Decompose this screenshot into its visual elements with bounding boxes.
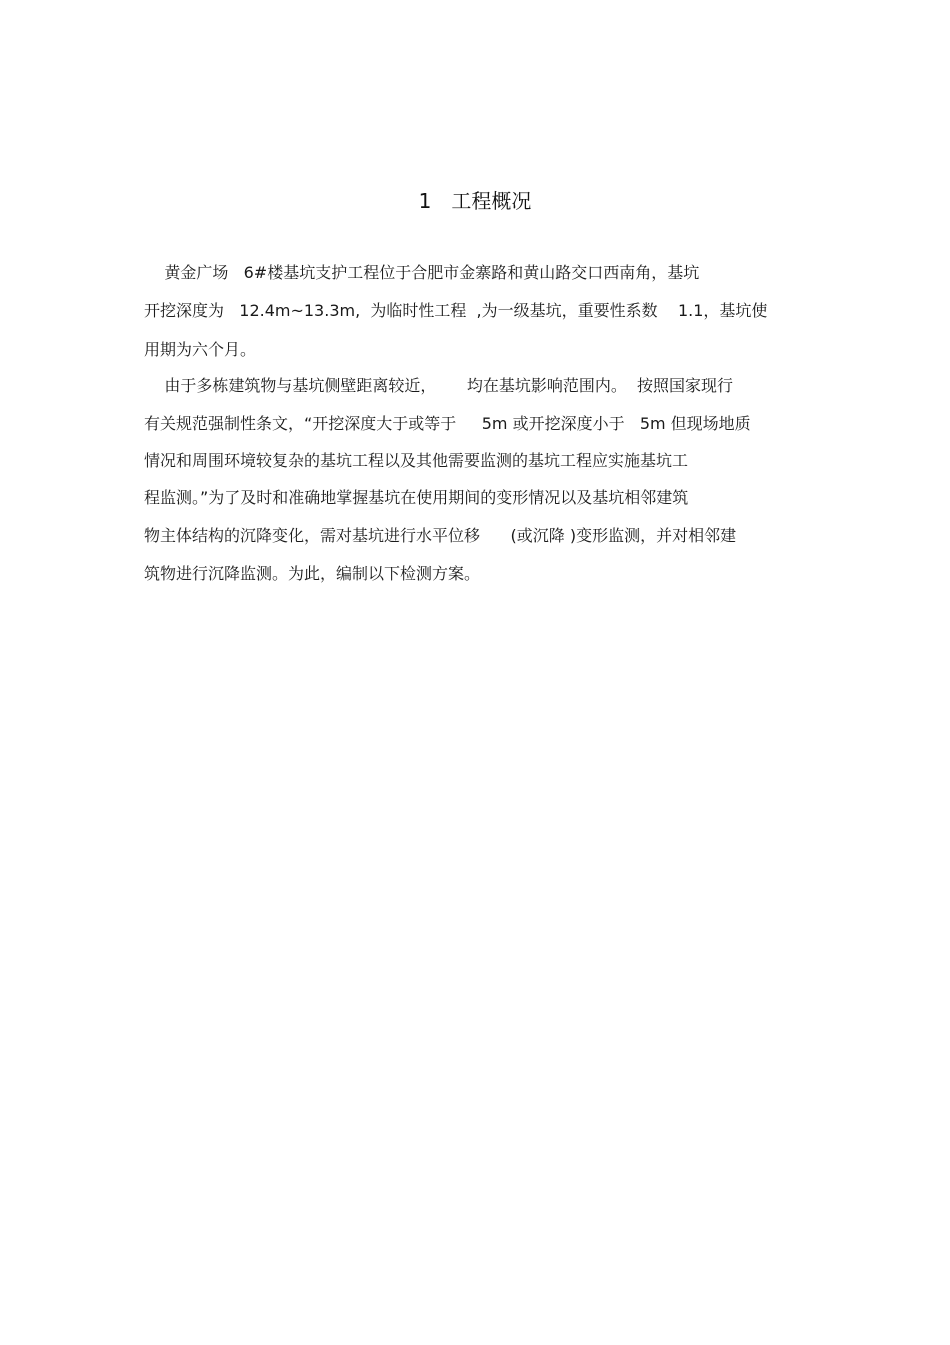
paragraph-line: 程监测。”为了及时和准确地掌握基坑在使用期间的变形情况以及基坑相邻建筑 [144,488,689,507]
section-number: 1 [418,189,432,213]
paragraph-line: 情况和周围环境较复杂的基坑工程以及其他需要监测的基坑工程应实施基坑工 [144,451,689,470]
paragraph-line: 由于多栋建筑物与基坑侧壁距离较近， 均在基坑影响范围内。 按照国家现行 [144,376,734,395]
paragraph-line: 黄金广场 6#楼基坑支护工程位于合肥市金寨路和黄山路交口西南角，基坑 [144,263,700,282]
paragraph-line: 开挖深度为 12.4m~13.3m, 为临时性工程 ,为一级基坑，重要性系数 1.1，基坑使 [144,301,768,320]
section-heading [0,186,950,216]
section-title: 工程概况 [451,189,532,213]
paragraph-line: 物主体结构的沉降变化，需对基坑进行水平位移 (或沉降 )变形监测，并对相邻建 [144,526,737,545]
paragraph-line: 用期为六个月。 [144,340,257,359]
paragraph-line: 有关规范强制性条文，“开挖深度大于或等于 5m 或开挖深度小于 5m 但现场地质 [144,414,751,433]
paragraph-line: 筑物进行沉降监测。为此，编制以下检测方案。 [144,564,481,583]
